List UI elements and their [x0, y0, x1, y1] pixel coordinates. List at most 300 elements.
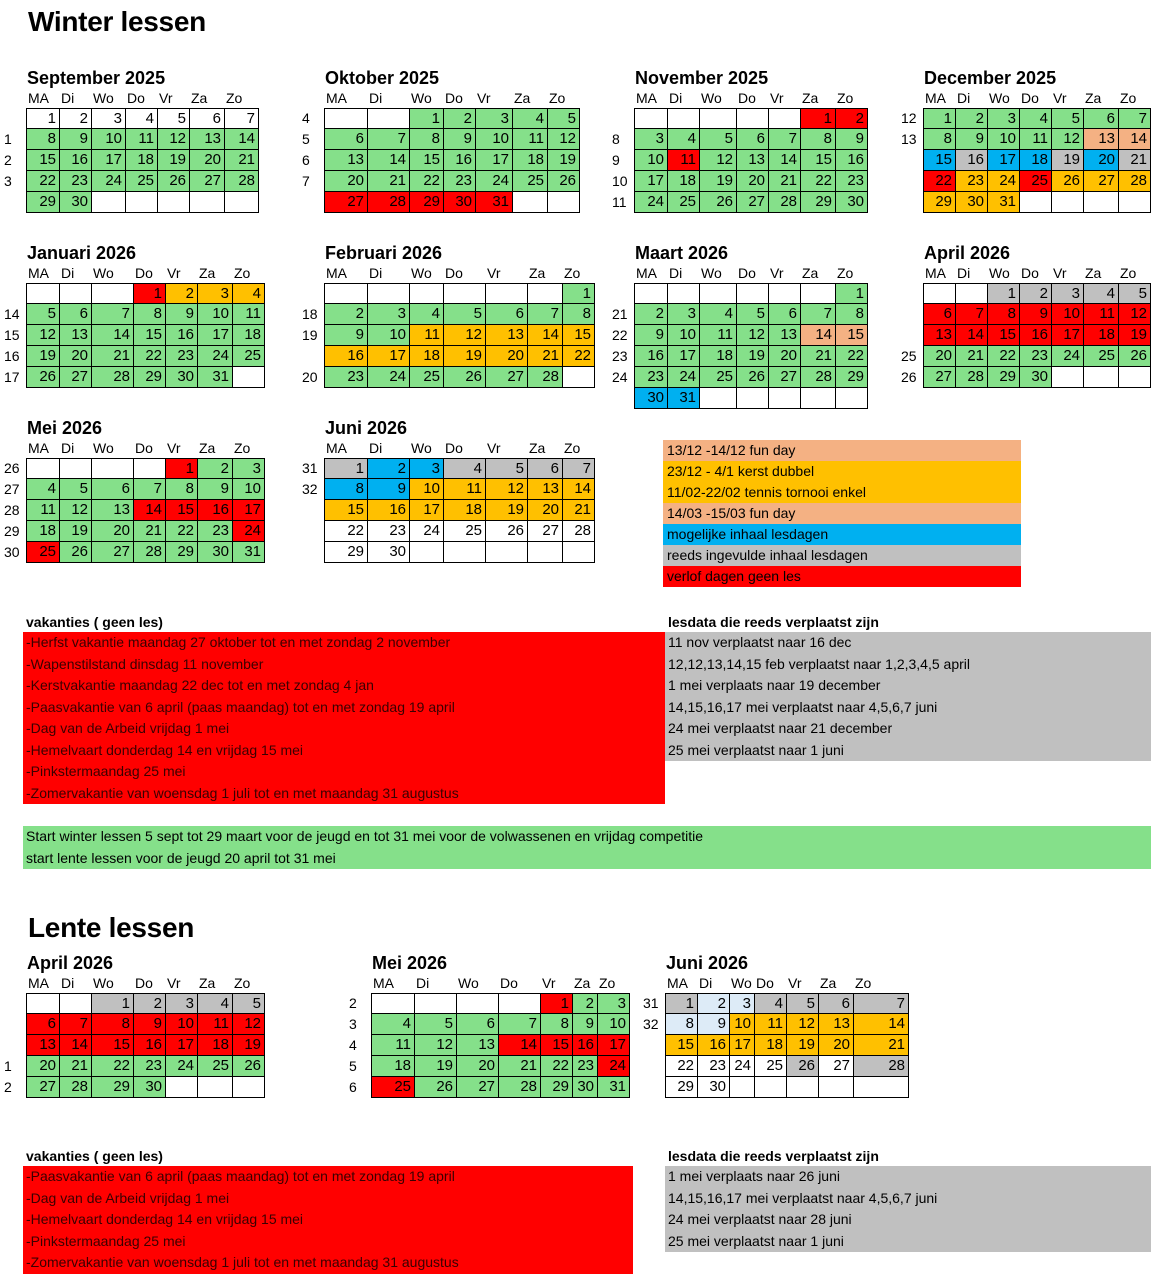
day-cell: 1 — [801, 108, 836, 129]
text-line: 1 mei verplaats naar 19 december — [668, 677, 881, 693]
day-cell: 18 — [126, 150, 158, 171]
week-number: 7 — [302, 173, 310, 189]
day-cell: 25 — [755, 1056, 787, 1077]
day-cell — [548, 192, 580, 213]
day-cell — [60, 458, 92, 479]
month-title: Juni 2026 — [666, 953, 749, 973]
weekday-label: Za — [529, 440, 546, 456]
text-line: 14,15,16,17 mei verplaatst naar 4,5,6,7 juni — [668, 698, 938, 715]
week-row — [612, 129, 868, 150]
day-cell: 5 — [158, 108, 190, 129]
day-cell: 20 — [486, 346, 528, 367]
day-cell: 23 — [444, 171, 476, 192]
day-cell: 5 — [444, 304, 486, 325]
day-cell — [444, 542, 486, 563]
day-cell: 5 — [27, 304, 60, 325]
text-line: 24 mei verplaatst naar 21 december — [668, 720, 893, 736]
week-number: 8 — [612, 131, 620, 147]
day-cell: 24 — [988, 171, 1020, 192]
week-number: 29 — [4, 523, 20, 539]
winter-vacations — [23, 612, 665, 804]
day-cell: 14 — [563, 479, 595, 500]
day-cell: 26 — [158, 171, 190, 192]
day-cell: 6 — [325, 129, 368, 150]
day-cell: 12 — [486, 479, 528, 500]
day-cell — [769, 108, 801, 129]
day-cell: 8 — [801, 129, 836, 150]
day-cell: 13 — [325, 150, 368, 171]
day-cell: 2 — [198, 458, 233, 479]
month-title: Januari 2026 — [27, 243, 137, 263]
day-cell: 8 — [92, 1014, 134, 1035]
day-cell: 3 — [668, 304, 700, 325]
week-row — [4, 367, 265, 388]
day-cell: 12 — [415, 1035, 457, 1056]
day-cell: 3 — [233, 458, 265, 479]
weekday-header — [665, 974, 909, 993]
day-cell: 6 — [190, 108, 225, 129]
text-line: -Dag van de Arbeid vrijdag 1 mei — [26, 720, 230, 736]
day-cell: 23 — [325, 367, 368, 388]
week-row — [349, 1014, 630, 1035]
day-cell — [668, 283, 700, 304]
day-cell: 2 — [956, 108, 988, 129]
day-cell: 21 — [528, 346, 563, 367]
spring-vacations-list — [23, 1166, 633, 1274]
day-cell: 23 — [134, 1056, 166, 1077]
day-cell: 30 — [1020, 367, 1052, 388]
week-number: 10 — [612, 173, 628, 189]
week-row — [302, 367, 595, 388]
legend-item: mogelijke inhaal lesdagen — [663, 524, 1021, 545]
calendar-month — [4, 952, 265, 1098]
day-cell: 27 — [528, 521, 563, 542]
weekday-label: Do — [738, 265, 756, 281]
day-cell: 24 — [233, 521, 265, 542]
day-cell — [325, 283, 368, 304]
day-cell: 6 — [92, 479, 134, 500]
day-cell: 28 — [528, 367, 563, 388]
day-cell: 10 — [233, 479, 265, 500]
day-cell: 17 — [368, 346, 410, 367]
calendar-month — [302, 417, 595, 563]
day-cell: 5 — [1052, 108, 1084, 129]
day-cell: 30 — [836, 192, 868, 213]
day-cell: 17 — [635, 171, 668, 192]
day-cell: 14 — [854, 1014, 909, 1035]
day-cell — [60, 283, 92, 304]
day-cell: 30 — [444, 192, 476, 213]
day-cell: 31 — [668, 388, 700, 409]
week-row — [302, 325, 595, 346]
day-cell: 8 — [134, 304, 166, 325]
weekday-label: Do — [1021, 265, 1039, 281]
week-row — [4, 108, 259, 129]
week-number: 6 — [349, 1079, 357, 1095]
week-row — [901, 171, 1151, 192]
week-number — [4, 108, 26, 129]
weekday-label: MA — [636, 90, 657, 106]
day-cell: 11 — [1084, 304, 1119, 325]
week-row — [4, 479, 265, 500]
day-cell: 9 — [368, 479, 410, 500]
winter-moved — [665, 612, 1151, 761]
month-title: December 2025 — [924, 68, 1057, 88]
week-number — [901, 192, 923, 213]
day-cell: 26 — [1052, 171, 1084, 192]
day-cell: 29 — [166, 542, 198, 563]
spring-title: Lente lessen — [28, 912, 195, 943]
week-number — [302, 542, 324, 563]
weekday-label: Wo — [989, 90, 1010, 106]
day-cell: 4 — [1020, 108, 1052, 129]
day-cell: 18 — [233, 325, 265, 346]
day-cell: 13 — [819, 1014, 854, 1035]
day-cell — [486, 542, 528, 563]
day-cell: 14 — [368, 150, 410, 171]
day-cell: 23 — [368, 521, 410, 542]
day-cell: 17 — [166, 1035, 198, 1056]
weekday-label: Wo — [411, 265, 432, 281]
week-number: 32 — [643, 1016, 659, 1032]
day-cell: 30 — [134, 1077, 166, 1098]
day-cell: 29 — [801, 192, 836, 213]
day-cell: 15 — [801, 150, 836, 171]
text-line: -Hemelvaart donderdag 14 en vrijdag 15 mei — [26, 1211, 304, 1227]
week-row — [901, 346, 1151, 367]
day-cell: 19 — [1052, 150, 1084, 171]
weekday-header — [26, 974, 265, 993]
day-cell: 21 — [769, 171, 801, 192]
day-cell — [737, 108, 769, 129]
day-cell: 24 — [730, 1056, 755, 1077]
legend-item: 14/03 -15/03 fun day — [663, 503, 1021, 524]
day-cell: 22 — [410, 171, 444, 192]
day-cell — [737, 283, 769, 304]
week-number: 28 — [4, 502, 20, 518]
week-number: 23 — [612, 348, 628, 364]
day-cell: 23 — [573, 1056, 598, 1077]
legend-item: 13/12 -14/12 fun day — [663, 440, 1021, 461]
weekday-label: MA — [636, 265, 657, 281]
day-cell: 30 — [635, 388, 668, 409]
day-cell — [92, 192, 126, 213]
day-cell: 18 — [372, 1056, 415, 1077]
day-cell: 4 — [513, 108, 548, 129]
day-cell: 12 — [60, 500, 92, 521]
week-row — [302, 346, 595, 367]
day-cell: 22 — [166, 521, 198, 542]
day-cell: 3 — [92, 108, 126, 129]
weekday-label: Zo — [564, 265, 581, 281]
weekday-label: MA — [28, 90, 49, 106]
weekday-label: Vr — [159, 90, 173, 106]
day-cell: 27 — [92, 542, 134, 563]
day-cell: 17 — [1052, 325, 1084, 346]
week-row — [4, 521, 265, 542]
week-number: 31 — [302, 460, 318, 476]
week-number: 32 — [302, 481, 318, 497]
day-cell: 21 — [1119, 150, 1151, 171]
calendar-month — [302, 242, 595, 388]
day-cell: 17 — [476, 150, 513, 171]
day-cell: 30 — [60, 192, 92, 213]
week-row — [4, 325, 265, 346]
day-cell — [769, 388, 801, 409]
day-cell: 26 — [1119, 346, 1151, 367]
text-line: -Kerstvakantie maandag 22 dec tot en met zondag 4 jan — [26, 677, 374, 693]
day-cell: 10 — [368, 325, 410, 346]
calendar-month — [302, 67, 580, 213]
weekday-label: Zo — [234, 265, 251, 281]
weekday-label: Do — [500, 975, 518, 991]
day-cell: 4 — [444, 458, 486, 479]
day-cell: 22 — [325, 521, 368, 542]
day-cell — [415, 993, 457, 1014]
day-cell: 18 — [513, 150, 548, 171]
day-cell: 2 — [836, 108, 868, 129]
day-cell: 9 — [698, 1014, 730, 1035]
day-cell: 25 — [700, 367, 737, 388]
day-cell: 11 — [410, 325, 444, 346]
week-number: 26 — [901, 369, 917, 385]
day-cell: 31 — [233, 542, 265, 563]
week-number: 2 — [4, 1079, 12, 1095]
weekday-label: Zo — [599, 975, 616, 991]
day-cell: 13 — [190, 129, 225, 150]
weekday-label: Vr — [542, 975, 556, 991]
day-cell: 15 — [325, 500, 368, 521]
week-number: 4 — [302, 110, 310, 126]
day-cell: 25 — [198, 1056, 233, 1077]
text-line: Start winter lessen 5 sept tot 29 maart voor de jeugd en tot 31 mei voor de volwassenen en vrijdag competitie — [26, 828, 704, 844]
week-row — [302, 458, 595, 479]
week-number — [901, 283, 923, 304]
day-cell: 16 — [573, 1035, 598, 1056]
day-cell: 6 — [1084, 108, 1119, 129]
day-cell: 28 — [801, 367, 836, 388]
week-row — [4, 1077, 265, 1098]
month-title: November 2025 — [635, 68, 769, 88]
weekday-header — [634, 89, 868, 108]
day-cell: 28 — [956, 367, 988, 388]
day-cell — [60, 993, 92, 1014]
weekday-label: Za — [802, 265, 819, 281]
day-cell: 17 — [198, 325, 233, 346]
weekday-label: Vr — [167, 440, 181, 456]
winter-vacations-heading: vakanties ( geen les) — [26, 614, 163, 630]
week-row — [901, 304, 1151, 325]
day-cell: 19 — [700, 171, 737, 192]
day-cell: 8 — [924, 129, 956, 150]
day-cell: 27 — [819, 1056, 854, 1077]
day-cell — [1052, 192, 1084, 213]
day-cell: 25 — [126, 171, 158, 192]
week-row — [4, 150, 259, 171]
day-cell: 19 — [1119, 325, 1151, 346]
day-cell: 9 — [166, 304, 198, 325]
weekday-label: MA — [373, 975, 394, 991]
week-row — [302, 521, 595, 542]
day-cell: 11 — [513, 129, 548, 150]
day-cell: 11 — [198, 1014, 233, 1035]
weekday-label: Za — [514, 90, 531, 106]
week-row — [612, 304, 868, 325]
week-row — [349, 1077, 630, 1098]
day-cell: 8 — [836, 304, 868, 325]
day-cell: 3 — [476, 108, 513, 129]
day-cell: 26 — [415, 1077, 457, 1098]
day-cell — [499, 993, 541, 1014]
day-cell: 17 — [410, 500, 444, 521]
day-cell: 22 — [924, 171, 956, 192]
day-cell: 9 — [956, 129, 988, 150]
week-number: 31 — [643, 995, 659, 1011]
day-cell: 13 — [737, 150, 769, 171]
day-cell: 23 — [635, 367, 668, 388]
day-cell: 10 — [410, 479, 444, 500]
week-row — [302, 150, 580, 171]
day-cell: 15 — [988, 325, 1020, 346]
day-cell: 20 — [27, 1056, 60, 1077]
week-number: 3 — [349, 1016, 357, 1032]
week-number — [4, 192, 26, 213]
day-cell: 28 — [225, 171, 259, 192]
day-cell: 14 — [956, 325, 988, 346]
day-cell: 16 — [134, 1035, 166, 1056]
day-cell: 28 — [368, 192, 410, 213]
day-cell: 9 — [444, 129, 476, 150]
day-cell: 10 — [730, 1014, 755, 1035]
week-number: 2 — [4, 152, 12, 168]
text-line: start lente lessen voor de jeugd 20 april tot 31 mei — [26, 849, 336, 866]
week-number: 11 — [612, 194, 627, 210]
day-cell: 11 — [1020, 129, 1052, 150]
day-cell: 26 — [233, 1056, 265, 1077]
day-cell: 20 — [769, 346, 801, 367]
week-number: 5 — [302, 131, 310, 147]
day-cell: 1 — [666, 993, 698, 1014]
week-number: 1 — [4, 1058, 12, 1074]
day-cell: 22 — [134, 346, 166, 367]
day-cell: 11 — [755, 1014, 787, 1035]
day-cell: 18 — [1020, 150, 1052, 171]
spring-vacations — [23, 1146, 633, 1274]
day-cell — [27, 283, 60, 304]
weekday-label: Zo — [837, 265, 854, 281]
weekday-label: Zo — [855, 975, 872, 991]
weekday-label: Wo — [701, 90, 722, 106]
day-cell: 15 — [27, 150, 60, 171]
calendar-month — [901, 242, 1151, 388]
day-cell: 16 — [956, 150, 988, 171]
day-cell: 16 — [444, 150, 476, 171]
day-cell: 22 — [988, 346, 1020, 367]
day-cell: 4 — [372, 1014, 415, 1035]
day-cell: 13 — [457, 1035, 499, 1056]
day-cell: 5 — [1119, 283, 1151, 304]
weekday-label: Za — [199, 440, 216, 456]
day-cell: 10 — [598, 1014, 630, 1035]
day-cell: 4 — [755, 993, 787, 1014]
day-cell: 4 — [126, 108, 158, 129]
weekday-label: Zo — [234, 975, 251, 991]
day-cell — [198, 1077, 233, 1098]
day-cell — [410, 542, 444, 563]
day-cell — [92, 458, 134, 479]
day-cell: 22 — [563, 346, 595, 367]
weekday-label: MA — [326, 90, 347, 106]
week-number — [302, 500, 324, 521]
day-cell: 16 — [198, 500, 233, 521]
day-cell — [368, 283, 410, 304]
day-cell: 14 — [225, 129, 259, 150]
weekday-label: Zo — [564, 440, 581, 456]
day-cell: 24 — [410, 521, 444, 542]
day-cell: 14 — [134, 500, 166, 521]
day-cell: 22 — [27, 171, 60, 192]
week-number: 24 — [612, 369, 628, 385]
day-cell: 14 — [801, 325, 836, 346]
weekday-label: Di — [61, 975, 75, 991]
day-cell: 7 — [769, 129, 801, 150]
day-cell — [737, 388, 769, 409]
week-row — [612, 108, 868, 129]
day-cell: 10 — [198, 304, 233, 325]
day-cell: 27 — [486, 367, 528, 388]
weekday-label: MA — [28, 975, 49, 991]
day-cell: 18 — [700, 346, 737, 367]
week-number — [901, 304, 923, 325]
weekday-header — [26, 89, 259, 108]
day-cell — [92, 283, 134, 304]
day-cell: 24 — [166, 1056, 198, 1077]
day-cell — [801, 283, 836, 304]
weekday-label: Vr — [788, 975, 802, 991]
day-cell: 21 — [92, 346, 134, 367]
day-cell: 19 — [415, 1056, 457, 1077]
day-cell: 25 — [513, 171, 548, 192]
day-cell: 2 — [573, 993, 598, 1014]
day-cell: 13 — [769, 325, 801, 346]
day-cell: 2 — [368, 458, 410, 479]
day-cell: 16 — [698, 1035, 730, 1056]
day-cell: 29 — [666, 1077, 698, 1098]
day-cell — [126, 192, 158, 213]
day-cell — [528, 542, 563, 563]
day-cell: 22 — [666, 1056, 698, 1077]
weekday-label: Do — [1021, 90, 1039, 106]
day-cell: 25 — [444, 521, 486, 542]
day-cell: 11 — [668, 150, 700, 171]
day-cell: 21 — [854, 1035, 909, 1056]
day-cell: 12 — [548, 129, 580, 150]
day-cell: 27 — [769, 367, 801, 388]
week-number: 18 — [302, 306, 318, 322]
weekday-label: MA — [925, 265, 946, 281]
day-cell: 5 — [700, 129, 737, 150]
day-cell: 13 — [60, 325, 92, 346]
day-cell — [190, 192, 225, 213]
day-cell: 7 — [801, 304, 836, 325]
day-cell: 9 — [573, 1014, 598, 1035]
week-row — [901, 129, 1151, 150]
day-cell: 30 — [573, 1077, 598, 1098]
day-cell: 30 — [956, 192, 988, 213]
day-cell: 4 — [700, 304, 737, 325]
text-line: -Paasvakantie van 6 april (paas maandag) tot en met zondag 19 april — [26, 1168, 455, 1184]
day-cell: 2 — [635, 304, 668, 325]
